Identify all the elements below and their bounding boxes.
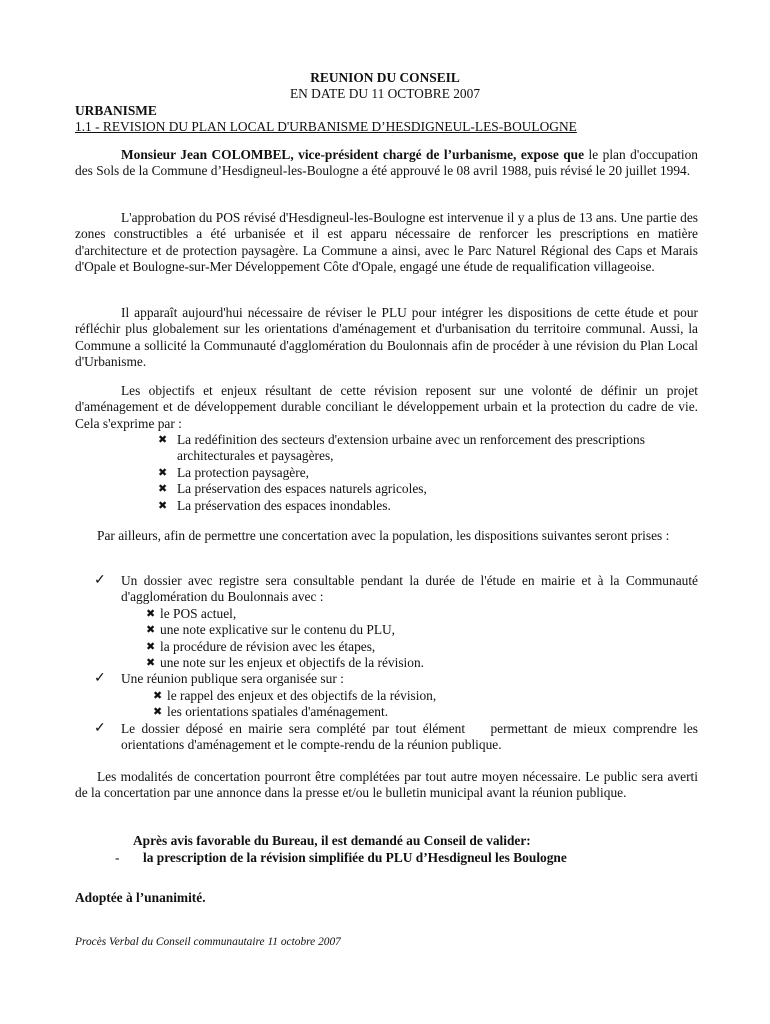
paragraph-2: L'approbation du POS révisé d'Hesdigneul-les-Boulogne est intervenue il y a plus de 13 ans. Une partie des zones constructibles a été urbanisée et il est apparu nécessaire de renforcer les prescriptions en matière d'architecture et de protection paysagère. La Commune a ainsi, avec le Parc Naturel Régional des Caps et Marais d'Opale et Boulogne-sur-Mer Développement Côte d'Opale, engagé une étude de requalification villageoise.	[75, 210, 698, 275]
sub-list	[146, 606, 698, 672]
meeting-date: EN DATE DU 11 OCTOBRE 2007	[289, 86, 481, 102]
checkmark-icon: ✓	[94, 573, 106, 588]
paragraph-1	[75, 147, 698, 180]
sub-list	[153, 688, 698, 721]
list-item: ✓ Le dossier déposé en mairie sera complété par tout élément permettant de mieux comprendre les orientations d'aménagement et le compte-rendu de la réunion publique.	[94, 720, 702, 753]
list-item: ✖ La préservation des espaces naturels agricoles,	[158, 481, 427, 497]
measures-list	[94, 573, 702, 753]
list-item: ✖ une note sur les enjeux et objectifs de la révision.	[146, 655, 425, 671]
cross-bullet-icon: ✖	[158, 466, 168, 479]
list-item: ✓ Un dossier avec registre sera consultable pendant la durée de l'étude en mairie et à la Communauté d'agglomération du Boulonnais avec : ✖ le POS actuel, ✖ une note explicative sur le contenu du PLU, ✖ la procédure de révision avec les étapes, ✖ une note sur les enjeux et objectifs de la révision.	[94, 573, 698, 671]
list-item: ✖ le POS actuel,	[146, 605, 237, 621]
cross-bullet-icon: ✖	[158, 483, 168, 496]
cross-bullet-icon: ✖	[158, 499, 168, 512]
cross-bullet-icon: ✖	[146, 640, 156, 653]
decision-intro: Après avis favorable du Bureau, il est demandé au Conseil de valider:	[133, 833, 531, 848]
cross-bullet-icon: ✖	[146, 607, 156, 620]
list-item: ✖ les orientations spatiales d'aménagement.	[153, 704, 389, 720]
meeting-title: REUNION DU CONSEIL	[310, 70, 460, 85]
page-footer: Procès Verbal du Conseil communautaire 11 octobre 2007	[75, 936, 341, 948]
cross-bullet-icon: ✖	[153, 706, 163, 719]
checkmark-icon: ✓	[94, 720, 106, 736]
vote-result: Adoptée à l’unanimité.	[75, 890, 206, 905]
paragraph-5: Par ailleurs, afin de permettre une concertation avec la population, les dispositions suivantes seront prises :	[97, 528, 670, 543]
paragraph-6: Les modalités de concertation pourront être complétées par tout autre moyen nécessaire. Le public sera averti de la concertation par une annonce dans la presse et/ou le bulletin municipal avant la réunion publique.	[75, 769, 698, 801]
section-heading: URBANISME	[75, 103, 157, 118]
objectives-list	[153, 432, 673, 514]
section-subheading: 1.1 - REVISION DU PLAN LOCAL D'URBANISME D’HESDIGNEUL-LES-BOULOGNE	[75, 119, 577, 135]
paragraph-4: Les objectifs et enjeux résultant de cette révision reposent sur une volonté de définir un projet d'aménagement et de développement durable conciliant le développement urbain et la protection du cadre de vie. Cela s'exprime par :	[75, 383, 698, 431]
list-item: ✖ La préservation des espaces inondables.	[158, 497, 391, 513]
cross-bullet-icon: ✖	[153, 689, 163, 702]
dash-marker: -	[115, 850, 120, 865]
decision-item: - la prescription de la révision simplifiée du PLU d’Hesdigneul les Boulogne	[115, 850, 567, 865]
cross-bullet-icon: ✖	[146, 657, 156, 670]
section-heading-block	[75, 103, 577, 136]
cross-bullet-icon: ✖	[146, 624, 156, 637]
list-item: ✖ La protection paysagère,	[158, 464, 309, 480]
paragraph-1-lead: Monsieur Jean COLOMBEL, vice-président chargé de l’urbanisme, expose que	[121, 147, 585, 162]
paragraph-3: Il apparaît aujourd'hui nécessaire de réviser le PLU pour intégrer les dispositions de cette étude et pour réfléchir plus globalement sur les orientations d'aménagement et d'urbanisation du territoire communal. Aussi, la Commune a sollicité la Communauté d'agglomération du Boulonnais afin de procéder à une révision du Plan Local d'Urbanisme.	[75, 305, 698, 370]
list-item: ✖ le rappel des enjeux et des objectifs de la révision,	[153, 687, 437, 703]
list-item: ✖ une note explicative sur le contenu du PLU,	[146, 622, 396, 638]
document-header	[0, 70, 770, 103]
checkmark-icon: ✓	[94, 671, 106, 687]
cross-bullet-icon: ✖	[158, 434, 168, 446]
list-item: ✖ la procédure de révision avec les étapes,	[146, 638, 376, 654]
list-item: ✓ Une réunion publique sera organisée sur : ✖ le rappel des enjeux et des objectifs de la révision, ✖ les orientations spatiales d'aménagement.	[94, 671, 698, 720]
paragraph-1-text: le plan d'occupation des Sols de la Commune d’Hesdigneul-les-Boulogne a été approuvé le 08 avril 1988, puis révisé le 20 juillet 1994.	[75, 147, 698, 179]
list-item: ✖ La redéfinition des secteurs d'extension urbaine avec un renforcement des prescriptions architecturales et paysagères,	[158, 432, 645, 464]
